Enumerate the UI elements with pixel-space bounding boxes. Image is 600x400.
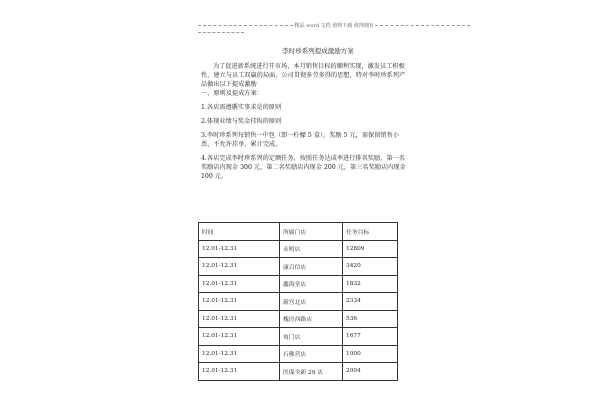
- header-target: 任务目标: [343, 223, 398, 241]
- rule-item-3: 3.李时珍系列每销售一中包（即一柠檬 5 盒），奖励 5 元，需保留销售小票，不允许挂单、累计完成。: [201, 132, 399, 148]
- rule-item-1: 1.各店需遵循实事求是的原则: [201, 104, 282, 111]
- cell-target: 3420: [343, 258, 398, 276]
- intro-paragraph: 为了促进新系统进行开市场，本月销售目标的顺利实现，激发员工积极性，建立与员工双赢的局面，公司贯彻多劳多得的思想，特对李时珍系列产品做出以下提成激励: [201, 63, 406, 88]
- cell-time: 12.01-12.31: [199, 328, 280, 346]
- cell-target: 1677: [343, 328, 398, 346]
- cell-target: 2334: [343, 293, 398, 311]
- cell-time: 12.01-12.31: [199, 310, 280, 328]
- page-header: [198, 22, 438, 29]
- document-title: 李时珍系列提成激励方案: [282, 47, 354, 55]
- cell-store: 永明店: [280, 240, 343, 258]
- cell-time: 12.01-12.31: [199, 345, 280, 363]
- table-row: [199, 310, 398, 328]
- header-text: 精品 word 文档 值得下载 值得拥有: [294, 23, 374, 29]
- table-row: [199, 240, 398, 258]
- cell-target: 12809: [343, 240, 398, 258]
- cell-target: 1832: [343, 275, 398, 293]
- table-row: [199, 293, 398, 311]
- cell-time: 12.01-12.31: [199, 258, 280, 276]
- table-row: [199, 328, 398, 346]
- cell-store: 医保全新 29 店: [280, 363, 343, 381]
- cell-time: 12.01-12.31: [199, 293, 280, 311]
- cell-target: 2004: [343, 363, 398, 381]
- cell-target: 1000: [343, 345, 398, 363]
- table-row: [199, 258, 398, 276]
- table-header-row: [199, 223, 398, 241]
- cell-target: 536: [343, 310, 398, 328]
- cell-store: 槐房西路店: [280, 310, 343, 328]
- rule-item-2: 2.体现业绩与奖金挂钩的原则: [201, 118, 282, 125]
- cell-store: 康百信店: [280, 258, 343, 276]
- header-store: 所属门店: [280, 223, 343, 241]
- target-table: [198, 222, 398, 381]
- cell-time: 12.01-12.31: [199, 363, 280, 381]
- rule-item-4: 4.各店完成李时珍系列的定额任务，按照任务达成率进行排名奖励，第一名奖励店内现金 300 元，第二名奖励店内现金 200 元，第三名奖励店内现金 100 元。: [201, 155, 406, 180]
- header-rule-sub: [198, 32, 244, 33]
- section-heading: 一、原则及提成方案：: [201, 90, 263, 97]
- cell-store: 新宫北店: [280, 293, 343, 311]
- header-time: 时间: [199, 223, 280, 241]
- document-body: [201, 62, 411, 181]
- table-row: [199, 363, 398, 381]
- cell-store: 鑫海堂店: [280, 275, 343, 293]
- header-rule-right: [375, 25, 470, 26]
- cell-store: 石佛营店: [280, 345, 343, 363]
- header-rule-left: [198, 25, 293, 26]
- cell-time: 12.01-12.31: [199, 240, 280, 258]
- cell-time: 12.01-12.31: [199, 275, 280, 293]
- table-row: [199, 275, 398, 293]
- cell-store: 角门店: [280, 328, 343, 346]
- table-row: [199, 345, 398, 363]
